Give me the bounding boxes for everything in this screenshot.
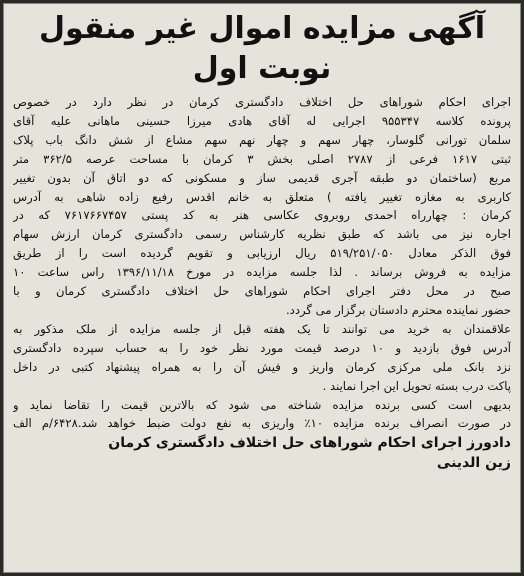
notice-line: مربع (ساختمان دو طبقه آجری قدیمی ساز و مسکونی که دو اتاق آن بدون تغییر <box>13 170 511 185</box>
notice-line: کاربری به مغازه تغییر یافته ) متعلق به خانم اقدس رفیع زاده شاهی به آدرس <box>13 189 511 204</box>
notice-line: حضور نماینده محترم دادستان برگزار می گردد. <box>285 302 511 317</box>
notice-line: بدیهی است کسی برنده مزایده شناخته می شود که بالاترین قیمت را تقاضا نماید و <box>13 397 511 412</box>
notice-line: سلمان تورانی گلوسار، چهار سهم و چهار نهم سهم مشاع از شش دانگ باب پلاک <box>13 132 511 147</box>
notice-line: آدرس فوق بازدید و ۱۰ درصد قیمت مورد نظر خود را به حساب سپرده دادگستری <box>13 340 511 355</box>
notice-line: علاقمندان به خرید می توانند تا یک هفته قبل از جلسه مزایده از ملک مذکور به <box>13 321 511 336</box>
notice-line: فوق الذکر معادل ۵۱۹/۲۵۱/۰۵۰ ریال ارزیابی و تقویم گردیده است را از طریق <box>13 246 511 261</box>
notice-title: آگهی مزایده اموال غیر منقول <box>38 11 486 46</box>
notice-line: اجاره نیز می باشد که طبق نظریه کارشناس رسمی دادگستری کرمان ارزش سهام <box>13 227 511 242</box>
signature-office: دادورز اجرای احکام شوراهای حل اختلاف دادگستری کرمان <box>108 435 511 452</box>
notice-line: صبح در محل دفتر اجرای احکام شوراهای حل اختلاف دادگستری کرمان و با <box>13 284 511 299</box>
notice-line: اجرای احکام شوراهای حل اختلاف دادگستری کرمان در نظر دارد در خصوص <box>13 95 511 109</box>
notice-line: مزایده به فروش برساند . لذا جلسه مزایده در مورخ ۱۳۹۶/۱۱/۱۸ راس ساعت ۱۰ <box>13 265 511 280</box>
notice-body <box>13 9 511 567</box>
notice-round-title: نوبت اول <box>192 51 332 86</box>
notice-line: نزد بانک ملی مرکزی کرمان واریز و فیش آن را به همراه پیشنهاد کتبی در داخل <box>13 359 511 374</box>
notice-line: در صورت انصراف برنده مزایده ۱۰٪ واریزی به نفع دولت ضبط خواهد شد.۶۴۲۸/م الف <box>13 416 511 431</box>
notice-line: ثبتی ۱۶۱۷ فرعی از ۲۷۸۷ اصلی بخش ۳ کرمان با مساحت عرصه ۳۶۲/۵ متر <box>13 151 511 166</box>
notice-line: کرمان : چهارراه احمدی روبروی عکاسی هنر به کد پستی ۷۶۱۷۶۶۷۴۵۷ که در <box>13 208 511 223</box>
notice-line: پرونده کلاسه ۹۵۵۳۴۷ اجرایی له آقای هادی میرزا حسینی ماهانی علیه آقای <box>13 113 511 128</box>
notice-text <box>13 93 511 433</box>
notice-line: پاکت درب بسته تحویل این اجرا نمایند . <box>322 378 511 393</box>
signature-name: زین الدینی <box>436 455 511 472</box>
